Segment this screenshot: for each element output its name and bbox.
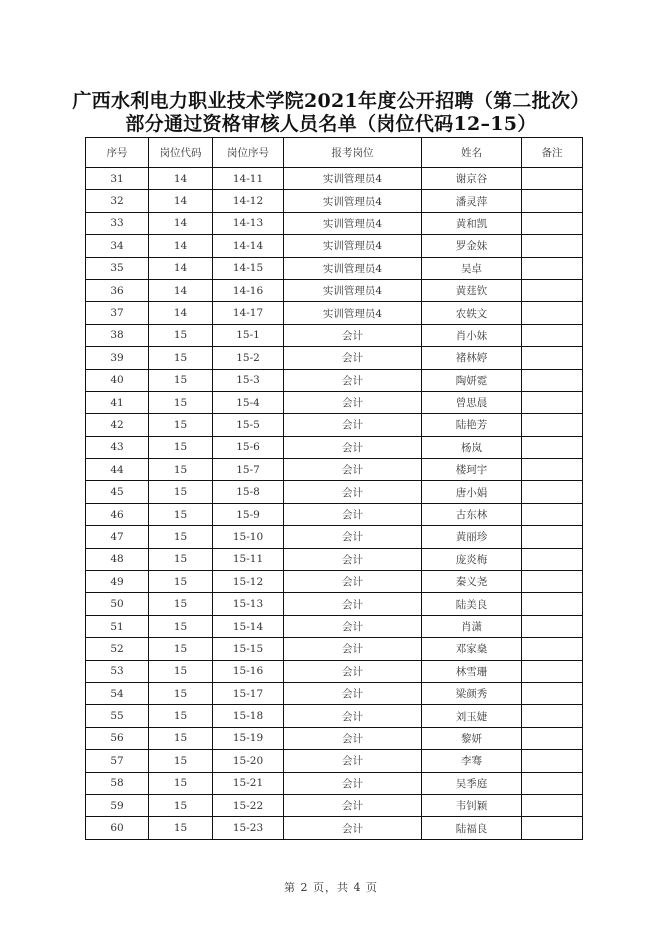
- table-row: [86, 302, 583, 324]
- table-row: [86, 571, 583, 593]
- cell-post-code: 15: [149, 347, 213, 369]
- table-row: [86, 436, 583, 458]
- cell-post-seq: 15-2: [213, 347, 284, 369]
- cell-remarks: [522, 593, 583, 615]
- cell-index: 44: [86, 459, 149, 481]
- cell-name: 黄丽珍: [422, 526, 522, 548]
- table-row: [86, 705, 583, 727]
- cell-index: 42: [86, 414, 149, 436]
- cell-index: 58: [86, 772, 149, 794]
- cell-index: 36: [86, 279, 149, 301]
- cell-post-seq: 14-14: [213, 235, 284, 257]
- cell-post-seq: 15-18: [213, 705, 284, 727]
- cell-index: 40: [86, 369, 149, 391]
- cell-applied-post: 会计: [284, 347, 422, 369]
- cell-applied-post: 会计: [284, 503, 422, 525]
- cell-name: 潘灵萍: [422, 190, 522, 212]
- cell-index: 60: [86, 817, 149, 839]
- cell-applied-post: 会计: [284, 750, 422, 772]
- cell-applied-post: 实训管理员4: [284, 302, 422, 324]
- cell-applied-post: 实训管理员4: [284, 212, 422, 234]
- cell-index: 31: [86, 168, 149, 190]
- cell-remarks: [522, 279, 583, 301]
- cell-post-seq: 15-7: [213, 459, 284, 481]
- cell-remarks: [522, 660, 583, 682]
- header-applied-post: 报考岗位: [284, 138, 422, 168]
- cell-remarks: [522, 190, 583, 212]
- cell-post-seq: 15-22: [213, 794, 284, 816]
- cell-post-code: 15: [149, 324, 213, 346]
- cell-applied-post: 实训管理员4: [284, 190, 422, 212]
- cell-remarks: [522, 817, 583, 839]
- cell-index: 45: [86, 481, 149, 503]
- table-row: [86, 190, 583, 212]
- header-post-code: 岗位代码: [149, 138, 213, 168]
- cell-index: 53: [86, 660, 149, 682]
- cell-remarks: [522, 257, 583, 279]
- cell-post-seq: 15-17: [213, 682, 284, 704]
- cell-remarks: [522, 750, 583, 772]
- cell-remarks: [522, 571, 583, 593]
- cell-applied-post: 会计: [284, 436, 422, 458]
- cell-name: 杨岚: [422, 436, 522, 458]
- cell-index: 48: [86, 548, 149, 570]
- cell-post-seq: 15-15: [213, 638, 284, 660]
- cell-applied-post: 会计: [284, 794, 422, 816]
- cell-name: 谢京谷: [422, 168, 522, 190]
- cell-index: 33: [86, 212, 149, 234]
- cell-index: 39: [86, 347, 149, 369]
- cell-name: 林雪珊: [422, 660, 522, 682]
- table-row: [86, 660, 583, 682]
- cell-post-code: 15: [149, 503, 213, 525]
- cell-post-seq: 14-16: [213, 279, 284, 301]
- cell-applied-post: 会计: [284, 548, 422, 570]
- cell-post-seq: 15-6: [213, 436, 284, 458]
- cell-name: 陆美良: [422, 593, 522, 615]
- table-row: [86, 414, 583, 436]
- cell-index: 57: [86, 750, 149, 772]
- cell-name: 吴季庭: [422, 772, 522, 794]
- cell-post-code: 15: [149, 638, 213, 660]
- cell-index: 34: [86, 235, 149, 257]
- cell-applied-post: 会计: [284, 459, 422, 481]
- cell-applied-post: 会计: [284, 369, 422, 391]
- cell-post-code: 14: [149, 235, 213, 257]
- cell-name: 罗金妹: [422, 235, 522, 257]
- table-row: [86, 212, 583, 234]
- cell-index: 46: [86, 503, 149, 525]
- cell-name: 陆艳芳: [422, 414, 522, 436]
- cell-name: 古东林: [422, 503, 522, 525]
- cell-name: 秦义尧: [422, 571, 522, 593]
- cell-post-seq: 15-9: [213, 503, 284, 525]
- cell-applied-post: 会计: [284, 571, 422, 593]
- cell-name: 肖小妹: [422, 324, 522, 346]
- table-row: [86, 750, 583, 772]
- table-row: [86, 481, 583, 503]
- cell-post-code: 15: [149, 660, 213, 682]
- cell-post-seq: 15-5: [213, 414, 284, 436]
- cell-post-seq: 15-14: [213, 615, 284, 637]
- cell-post-seq: 15-20: [213, 750, 284, 772]
- cell-post-code: 14: [149, 279, 213, 301]
- cell-name: 梁颜秀: [422, 682, 522, 704]
- table-row: [86, 369, 583, 391]
- cell-applied-post: 实训管理员4: [284, 235, 422, 257]
- cell-name: 唐小娟: [422, 481, 522, 503]
- table-row: [86, 593, 583, 615]
- table-row: [86, 526, 583, 548]
- cell-post-seq: 15-3: [213, 369, 284, 391]
- cell-post-code: 15: [149, 817, 213, 839]
- cell-index: 54: [86, 682, 149, 704]
- cell-remarks: [522, 772, 583, 794]
- cell-name: 陆福良: [422, 817, 522, 839]
- table-row: [86, 347, 583, 369]
- cell-post-seq: 15-4: [213, 391, 284, 413]
- cell-remarks: [522, 727, 583, 749]
- cell-remarks: [522, 212, 583, 234]
- cell-index: 55: [86, 705, 149, 727]
- cell-post-seq: 14-11: [213, 168, 284, 190]
- table-row: [86, 257, 583, 279]
- cell-post-code: 15: [149, 571, 213, 593]
- cell-post-code: 15: [149, 615, 213, 637]
- cell-post-code: 15: [149, 794, 213, 816]
- table-header-row: [86, 138, 583, 168]
- header-remarks: 备注: [522, 138, 583, 168]
- cell-applied-post: 会计: [284, 660, 422, 682]
- cell-applied-post: 会计: [284, 772, 422, 794]
- cell-name: 肖潇: [422, 615, 522, 637]
- document-title-line-1: 广西水利电力职业技术学院2021年度公开招聘（第二批次）: [72, 90, 590, 112]
- cell-post-code: 15: [149, 414, 213, 436]
- cell-post-code: 14: [149, 257, 213, 279]
- cell-post-code: 15: [149, 705, 213, 727]
- cell-remarks: [522, 369, 583, 391]
- cell-name: 庞炎梅: [422, 548, 522, 570]
- cell-remarks: [522, 548, 583, 570]
- cell-post-seq: 15-1: [213, 324, 284, 346]
- cell-post-seq: 14-13: [213, 212, 284, 234]
- table-row: [86, 638, 583, 660]
- cell-applied-post: 会计: [284, 593, 422, 615]
- cell-name: 陶妍霓: [422, 369, 522, 391]
- cell-post-seq: 15-19: [213, 727, 284, 749]
- cell-remarks: [522, 324, 583, 346]
- cell-applied-post: 会计: [284, 615, 422, 637]
- cell-index: 52: [86, 638, 149, 660]
- cell-post-code: 15: [149, 772, 213, 794]
- page-number: 第 2 页，共 4 页: [284, 881, 378, 894]
- cell-remarks: [522, 168, 583, 190]
- cell-applied-post: 会计: [284, 324, 422, 346]
- cell-post-seq: 15-23: [213, 817, 284, 839]
- cell-post-seq: 15-8: [213, 481, 284, 503]
- document-title-line-2: 部分通过资格审核人员名单（岗位代码12–15）: [125, 113, 537, 135]
- cell-index: 43: [86, 436, 149, 458]
- cell-post-seq: 14-15: [213, 257, 284, 279]
- cell-remarks: [522, 459, 583, 481]
- candidate-list-table: [85, 137, 583, 840]
- cell-post-seq: 14-17: [213, 302, 284, 324]
- cell-post-code: 15: [149, 682, 213, 704]
- cell-post-seq: 15-13: [213, 593, 284, 615]
- table-row: [86, 235, 583, 257]
- cell-post-seq: 15-21: [213, 772, 284, 794]
- cell-post-code: 15: [149, 436, 213, 458]
- cell-index: 37: [86, 302, 149, 324]
- cell-remarks: [522, 503, 583, 525]
- cell-index: 35: [86, 257, 149, 279]
- cell-remarks: [522, 235, 583, 257]
- cell-remarks: [522, 526, 583, 548]
- table-row: [86, 168, 583, 190]
- cell-name: 黎妍: [422, 727, 522, 749]
- header-post-seq: 岗位序号: [213, 138, 284, 168]
- header-index: 序号: [86, 138, 149, 168]
- table-row: [86, 817, 583, 839]
- cell-post-code: 15: [149, 369, 213, 391]
- cell-index: 59: [86, 794, 149, 816]
- cell-post-seq: 14-12: [213, 190, 284, 212]
- cell-applied-post: 会计: [284, 638, 422, 660]
- cell-index: 32: [86, 190, 149, 212]
- table-row: [86, 727, 583, 749]
- cell-index: 49: [86, 571, 149, 593]
- cell-index: 38: [86, 324, 149, 346]
- cell-post-code: 15: [149, 593, 213, 615]
- cell-remarks: [522, 302, 583, 324]
- cell-post-seq: 15-16: [213, 660, 284, 682]
- cell-applied-post: 实训管理员4: [284, 279, 422, 301]
- cell-applied-post: 会计: [284, 391, 422, 413]
- cell-post-code: 14: [149, 190, 213, 212]
- table-row: [86, 548, 583, 570]
- cell-post-code: 15: [149, 727, 213, 749]
- cell-post-code: 15: [149, 548, 213, 570]
- cell-remarks: [522, 638, 583, 660]
- table-row: [86, 324, 583, 346]
- table-row: [86, 503, 583, 525]
- cell-name: 韦钊颖: [422, 794, 522, 816]
- table-row: [86, 459, 583, 481]
- table-row: [86, 772, 583, 794]
- cell-name: 褚林婷: [422, 347, 522, 369]
- cell-post-code: 15: [149, 391, 213, 413]
- cell-remarks: [522, 414, 583, 436]
- cell-post-code: 15: [149, 750, 213, 772]
- cell-name: 刘玉婕: [422, 705, 522, 727]
- cell-applied-post: 实训管理员4: [284, 168, 422, 190]
- cell-post-code: 15: [149, 481, 213, 503]
- cell-index: 51: [86, 615, 149, 637]
- cell-applied-post: 会计: [284, 705, 422, 727]
- cell-remarks: [522, 347, 583, 369]
- table-row: [86, 615, 583, 637]
- cell-applied-post: 会计: [284, 817, 422, 839]
- table-row: [86, 279, 583, 301]
- cell-applied-post: 会计: [284, 682, 422, 704]
- cell-applied-post: 会计: [284, 414, 422, 436]
- cell-index: 50: [86, 593, 149, 615]
- cell-name: 吴卓: [422, 257, 522, 279]
- cell-remarks: [522, 481, 583, 503]
- cell-remarks: [522, 705, 583, 727]
- cell-name: 楼珂宇: [422, 459, 522, 481]
- cell-post-seq: 15-12: [213, 571, 284, 593]
- cell-post-seq: 15-11: [213, 548, 284, 570]
- header-name: 姓名: [422, 138, 522, 168]
- cell-name: 邓家燊: [422, 638, 522, 660]
- cell-index: 41: [86, 391, 149, 413]
- cell-name: 李骞: [422, 750, 522, 772]
- cell-name: 农轶文: [422, 302, 522, 324]
- table-row: [86, 682, 583, 704]
- cell-remarks: [522, 682, 583, 704]
- cell-post-code: 14: [149, 302, 213, 324]
- cell-post-code: 14: [149, 212, 213, 234]
- cell-index: 56: [86, 727, 149, 749]
- cell-post-code: 15: [149, 459, 213, 481]
- table-body: [86, 168, 583, 840]
- cell-name: 黄莛钦: [422, 279, 522, 301]
- cell-applied-post: 会计: [284, 727, 422, 749]
- cell-post-code: 15: [149, 526, 213, 548]
- cell-remarks: [522, 615, 583, 637]
- cell-applied-post: 实训管理员4: [284, 257, 422, 279]
- cell-remarks: [522, 391, 583, 413]
- cell-index: 47: [86, 526, 149, 548]
- cell-applied-post: 会计: [284, 526, 422, 548]
- table-row: [86, 794, 583, 816]
- table-row: [86, 391, 583, 413]
- cell-applied-post: 会计: [284, 481, 422, 503]
- cell-post-seq: 15-10: [213, 526, 284, 548]
- cell-remarks: [522, 794, 583, 816]
- cell-name: 黄和凯: [422, 212, 522, 234]
- cell-name: 曾思晨: [422, 391, 522, 413]
- cell-post-code: 14: [149, 168, 213, 190]
- cell-remarks: [522, 436, 583, 458]
